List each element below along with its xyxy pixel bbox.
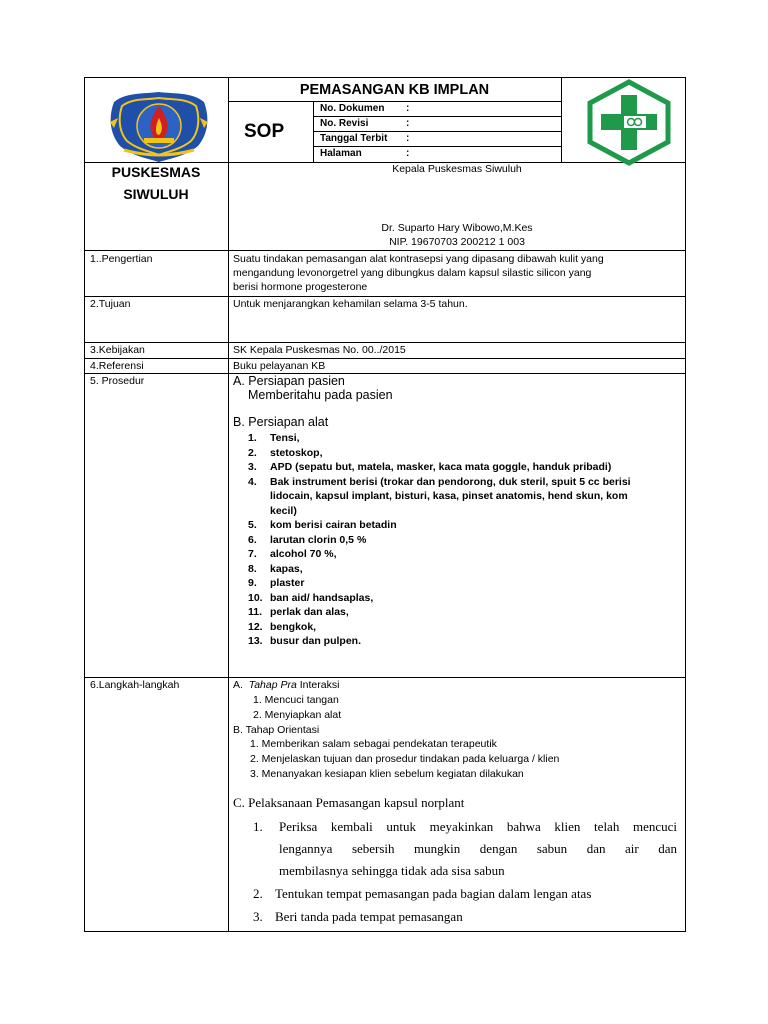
- equipment-item-text: busur dan pulpen.: [270, 635, 361, 647]
- equipment-list-item: [248, 605, 631, 620]
- row-divider: [84, 677, 686, 678]
- equipment-item-number: 9.: [248, 577, 257, 589]
- langkah-b-item: 2. Menjelaskan tujuan dan prosedur tindakan pada keluarga / klien: [250, 753, 560, 765]
- equipment-item-text: lidocain, kapsul implant, bisturi, kasa, pinset anatomis, hend skun, kom: [270, 490, 628, 502]
- equipment-item-text: larutan clorin 0,5 %: [270, 533, 367, 546]
- equipment-item-text: bengkok,: [270, 620, 317, 633]
- kebijakan-text: SK Kepala Puskesmas No. 00../2015: [233, 344, 406, 356]
- equipment-list-item: [248, 518, 631, 533]
- puskesmas-cross-logo-icon: [584, 79, 674, 166]
- langkah-a-item: 1. Mencuci tangan: [253, 694, 339, 706]
- langkah-c-number: 2.: [253, 886, 263, 901]
- label-langkah: 6.Langkah-langkah: [90, 679, 180, 691]
- langkah-c3: Beri tanda pada tempat pemasangan: [275, 909, 463, 924]
- column-divider: [228, 77, 229, 932]
- equipment-item-text: alcohol 70 %,: [270, 548, 337, 560]
- referensi-text: Buku pelayanan KB: [233, 360, 326, 372]
- equipment-item-text: kapas,: [270, 562, 303, 575]
- field-label-no-revisi: No. Revisi: [320, 118, 369, 129]
- equipment-list-item: [248, 576, 631, 591]
- equipment-item-number: 3.: [248, 461, 257, 473]
- equipment-list-item: [248, 446, 631, 461]
- field-divider: [313, 146, 561, 147]
- equipment-item-number: 5.: [248, 519, 257, 531]
- field-divider: [313, 116, 561, 117]
- prosedur-a-item: Memberitahu pada pasien: [248, 388, 393, 402]
- label-prosedur: 5. Prosedur: [90, 375, 145, 387]
- equipment-item-text: plaster: [270, 577, 305, 589]
- equipment-item-number: 2.: [248, 446, 257, 459]
- langkah-c1-line: lengannya sebersih mungkin dengan sabun dan air dan: [279, 841, 677, 856]
- equipment-item-text: Bak instrument berisi (trokar dan pendorong, duk steril, spuit 5 cc berisi: [270, 475, 631, 488]
- equipment-item-text: Tensi,: [270, 432, 300, 444]
- equipment-item-number: 12.: [248, 620, 263, 633]
- row-divider: [84, 250, 686, 251]
- org-name-line1: PUSKESMAS: [111, 164, 201, 180]
- label-referensi: 4.Referensi: [90, 360, 144, 372]
- field-label-tanggal-terbit: Tanggal Terbit: [320, 133, 388, 144]
- equipment-item-number: 8.: [248, 562, 257, 575]
- row-divider: [84, 296, 686, 297]
- langkah-c2: Tentukan tempat pemasangan pada bagian dalam lengan atas: [275, 886, 592, 901]
- equipment-item-number: 6.: [248, 533, 257, 546]
- field-divider: [313, 131, 561, 132]
- langkah-b-title: B. Tahap Orientasi: [233, 724, 320, 736]
- equipment-list: [248, 431, 631, 649]
- sop-label: SOP: [244, 121, 285, 142]
- langkah-c-number: 3.: [253, 909, 263, 924]
- equipment-item-text: perlak dan alas,: [270, 606, 349, 618]
- equipment-list-item: [248, 533, 631, 548]
- tujuan-text: Untuk menjarangkan kehamilan selama 3-5 tahun.: [233, 298, 468, 310]
- field-separator: :: [406, 118, 410, 129]
- langkah-c1-line: membilasnya sehingga tidak ada sisa sabun: [279, 863, 505, 878]
- logo-divider: [561, 77, 562, 162]
- field-separator: :: [406, 103, 410, 114]
- field-label-no-dokumen: No. Dokumen: [320, 103, 385, 114]
- row-divider: [84, 342, 686, 343]
- equipment-item-text: stetoskop,: [270, 446, 323, 459]
- equipment-item-text: kom berisi cairan betadin: [270, 519, 397, 531]
- field-label-halaman: Halaman: [320, 148, 362, 159]
- langkah-b-item: 3. Menanyakan kesiapan klien sebelum kegiatan dilakukan: [250, 768, 524, 780]
- equipment-item-number: 4.: [248, 475, 257, 488]
- signatory-name: Dr. Suparto Hary Wibowo,M.Kes: [381, 222, 533, 234]
- signatory-title: Kepala Puskesmas Siwuluh: [392, 163, 522, 175]
- equipment-item-text: APD (sepatu but, matela, masker, kaca mata goggle, handuk pribadi): [270, 461, 612, 473]
- equipment-list-item: [248, 620, 631, 635]
- equipment-list-item: [248, 431, 631, 446]
- langkah-b-item: 1. Memberikan salam sebagai pendekatan terapeutik: [250, 738, 497, 750]
- pengertian-line: mengandung levonorgetrel yang dibungkus dalam kapsul silastic silicon yang: [233, 267, 592, 279]
- equipment-list-item: [248, 489, 631, 504]
- prosedur-b-title: B. Persiapan alat: [233, 415, 329, 429]
- label-tujuan: 2.Tujuan: [90, 298, 131, 310]
- langkah-c-number: 1.: [253, 819, 263, 834]
- pengertian-line: berisi hormone progesterone: [233, 281, 368, 293]
- equipment-item-text: ban aid/ handsaplas,: [270, 591, 374, 604]
- equipment-list-item: [248, 504, 631, 519]
- langkah-c-title: C. Pelaksanaan Pemasangan kapsul norplant: [233, 795, 465, 810]
- equipment-item-number: 10.: [248, 591, 263, 604]
- prosedur-a-title: A. Persiapan pasien: [233, 374, 345, 388]
- field-separator: :: [406, 148, 410, 159]
- equipment-list-item: [248, 562, 631, 577]
- langkah-a-item: 2. Menyiapkan alat: [253, 709, 342, 721]
- pengertian-line: Suatu tindakan pemasangan alat kontrasepsi yang dipasang dibawah kulit yang: [233, 253, 604, 265]
- equipment-list-item: [248, 634, 631, 649]
- equipment-item-number: 13.: [248, 635, 263, 647]
- langkah-c1-line: Periksa kembali untuk meyakinkan bahwa klien telah mencuci: [279, 819, 677, 834]
- signatory-nip: NIP. 19670703 200212 1 003: [389, 236, 525, 248]
- org-name-line2: SIWULUH: [123, 186, 189, 202]
- title-divider: [228, 101, 561, 102]
- label-kebijakan: 3.Kebijakan: [90, 344, 145, 356]
- field-separator: :: [406, 133, 410, 144]
- row-divider: [84, 373, 686, 374]
- equipment-item-text: kecil): [270, 504, 297, 517]
- equipment-item-number: 7.: [248, 548, 257, 560]
- puskesmas-emblem-icon: [104, 88, 214, 164]
- equipment-list-item: [248, 591, 631, 606]
- equipment-list-item: [248, 475, 631, 490]
- document-title: PEMASANGAN KB IMPLAN: [299, 82, 490, 98]
- label-pengertian: 1..Pengertian: [90, 253, 153, 265]
- equipment-item-number: 11.: [248, 606, 263, 618]
- langkah-a-title: A. Tahap Pra Interaksi: [233, 679, 340, 691]
- equipment-list-item: [248, 547, 631, 562]
- equipment-item-number: 1.: [248, 432, 257, 444]
- row-divider: [84, 358, 686, 359]
- equipment-list-item: [248, 460, 631, 475]
